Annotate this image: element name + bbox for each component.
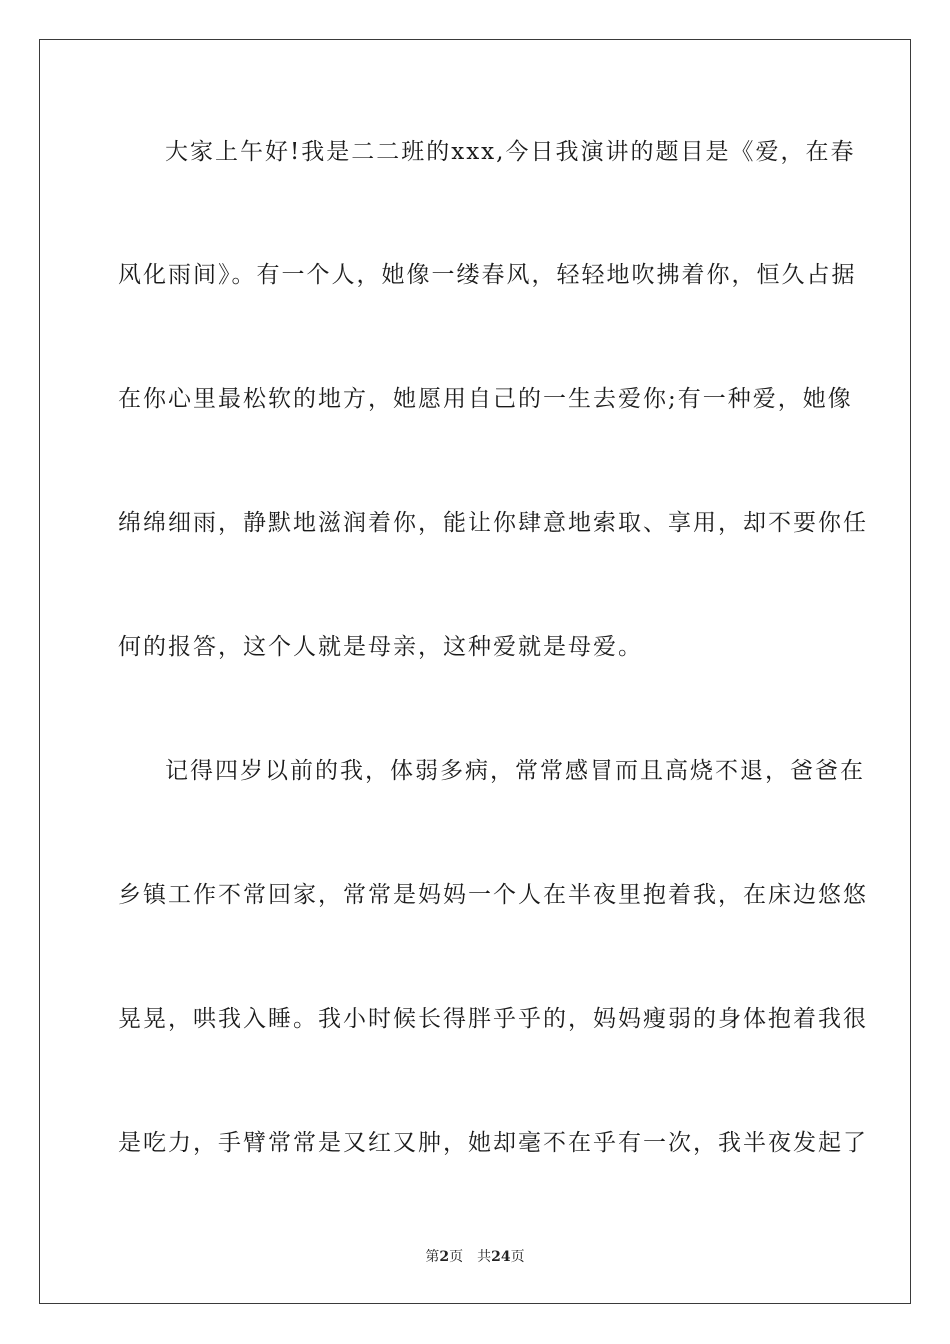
page-suffix: 页 <box>449 1249 464 1265</box>
text-line-6: 记得四岁以前的我，体弱多病，常常感冒而且高烧不退，爸爸在 <box>165 758 865 784</box>
text-line-8: 晃晃，哄我入睡。我小时候长得胖乎乎的，妈妈瘦弱的身体抱着我很 <box>118 1006 868 1032</box>
total-suffix: 页 <box>510 1249 525 1265</box>
page-prefix: 第 <box>425 1249 440 1265</box>
page-border <box>39 39 911 1304</box>
text-line-5: 何的报答，这个人就是母亲，这种爱就是母爱。 <box>118 634 643 660</box>
page-number: 2 <box>439 1249 450 1265</box>
text-line-7: 乡镇工作不常回家，常常是妈妈一个人在半夜里抱着我，在床边悠悠 <box>118 882 868 908</box>
text-line-9: 是吃力，手臂常常是又红又肿，她却毫不在乎有一次，我半夜发起了 <box>118 1130 868 1156</box>
text-line-2: 风化雨间》。有一个人，她像一缕春风，轻轻地吹拂着你，恒久占据 <box>118 262 857 288</box>
page-footer <box>0 1248 950 1266</box>
text-line-1: 大家上午好!我是二二班的xxx,今日我演讲的题目是《爱，在春 <box>165 139 856 165</box>
text-line-4: 绵绵细雨，静默地滋润着你，能让你肆意地索取、享用，却不要你任 <box>118 510 868 536</box>
total-pages: 24 <box>491 1249 511 1265</box>
text-line-3: 在你心里最松软的地方，她愿用自己的一生去爱你;有一种爱，她像 <box>118 386 853 412</box>
total-prefix: 共 <box>477 1249 492 1265</box>
